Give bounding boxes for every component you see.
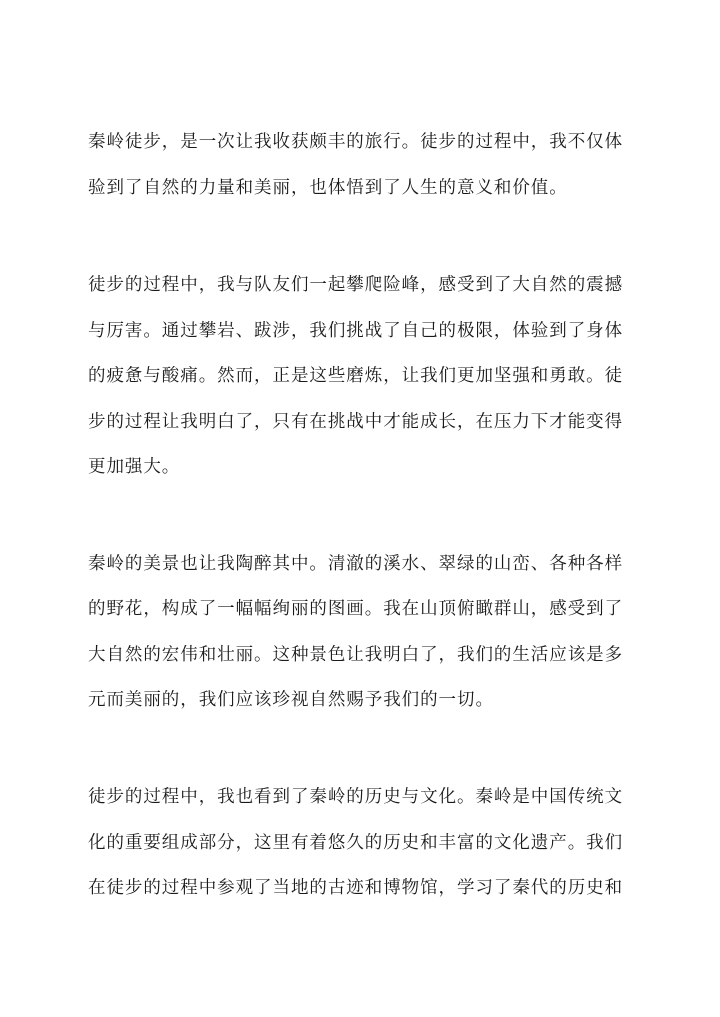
paragraph-line: 更加强大。 xyxy=(88,457,181,477)
paragraph-line: 徒步的过程中，我与队友们一起攀爬险峰，感受到了大自然的震撼 xyxy=(88,275,624,295)
paragraph-line: 化的重要组成部分，这里有着悠久的历史和丰富的文化遗产。我们 xyxy=(88,833,624,853)
paragraph-line: 步的过程让我明白了，只有在挑战中才能成长，在压力下才能变得 xyxy=(88,412,624,432)
paragraph-line: 与厉害。通过攀岩、跋涉，我们挑战了自己的极限，体验到了身体 xyxy=(88,321,624,341)
paragraph-line: 大自然的宏伟和壮丽。这种景色让我明白了，我们的生活应该是多 xyxy=(88,645,624,665)
paragraph-line: 验到了自然的力量和美丽，也体悟到了人生的意义和价值。 xyxy=(88,178,568,198)
paragraph-line: 的疲惫与酸痛。然而，正是这些磨炼，让我们更加坚强和勇敢。徒 xyxy=(88,366,624,386)
paragraph-line: 的野花，构成了一幅幅绚丽的图画。我在山顶俯瞰群山，感受到了 xyxy=(88,599,624,619)
paragraph-line: 秦岭的美景也让我陶醉其中。清澈的溪水、翠绿的山峦、各种各样 xyxy=(88,554,624,574)
paragraph-line: 秦岭徒步，是一次让我收获颇丰的旅行。徒步的过程中，我不仅体 xyxy=(88,132,624,152)
paragraph-line: 元而美丽的，我们应该珍视自然赐予我们的一切。 xyxy=(88,690,494,710)
paragraph-line: 徒步的过程中，我也看到了秦岭的历史与文化。秦岭是中国传统文 xyxy=(88,787,624,807)
paragraph-line: 在徒步的过程中参观了当地的古迹和博物馆，学习了秦代的历史和 xyxy=(88,878,624,898)
